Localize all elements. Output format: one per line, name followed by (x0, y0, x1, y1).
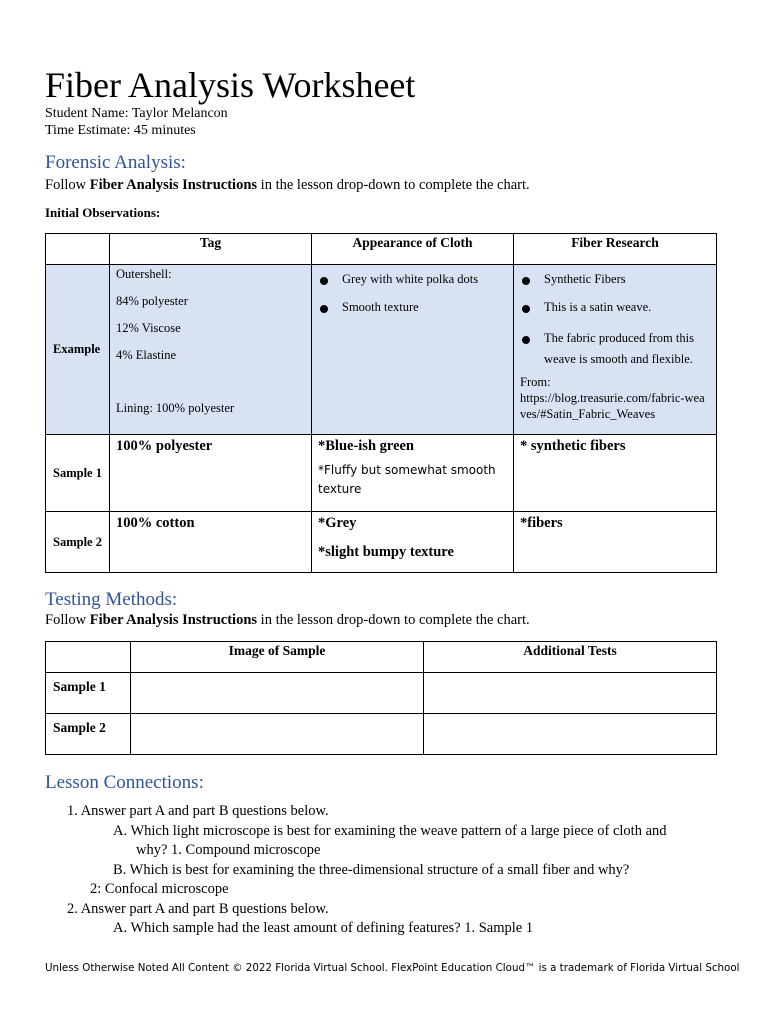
example-tag-cell: Outershell: 84% polyester 12% Viscose 4% Elastine Lining: 100% polyester (110, 265, 312, 435)
list-item: 1. Answer part A and part B questions below. (67, 803, 329, 819)
row-label-sample1: Sample 1 (46, 435, 110, 512)
header-additional-tests: Additional Tests (424, 642, 717, 673)
list-item: A. Which light microscope is best for examining the weave pattern of a large piece of cloth and (113, 822, 667, 839)
page-footer: Unless Otherwise Noted All Content © 2022 Florida Virtual School. FlexPoint Education Cloud™ is a trademark of Florida Virtual School (45, 962, 740, 974)
list-item: Smooth texture (318, 300, 507, 314)
table-row-sample2 (46, 512, 717, 573)
row-label-sample2: Sample 2 (46, 512, 110, 573)
list-item: 2: Confocal microscope (90, 881, 229, 897)
bullet-icon (320, 305, 328, 313)
sample2-tag: 100% cotton (110, 512, 312, 573)
list-item: Synthetic Fibers (520, 272, 710, 286)
sample2-research: *fibers (514, 512, 717, 573)
sample2-image-cell (131, 714, 424, 755)
testing-heading: Testing Methods: (45, 589, 178, 610)
testing-table (45, 641, 717, 755)
forensic-instructions: Follow Fiber Analysis Instructions in the lesson drop-down to complete the chart. (45, 177, 530, 193)
testing-instructions: Follow Fiber Analysis Instructions in the lesson drop-down to complete the chart. (45, 612, 530, 628)
header-blank (46, 234, 110, 265)
list-item: why? 1. Compound microscope (136, 842, 321, 858)
table-header-row (46, 642, 717, 673)
example-appearance-cell (312, 265, 514, 435)
time-estimate: Time Estimate: 45 minutes (45, 123, 196, 138)
header-image-of-sample: Image of Sample (131, 642, 424, 673)
bullet-icon (320, 277, 328, 285)
sample1-appearance: *Blue-ish green *Fluffy but somewhat smooth texture (312, 435, 514, 512)
table-row (46, 714, 717, 755)
sample1-image-cell (131, 673, 424, 714)
header-appearance: Appearance of Cloth (312, 234, 514, 265)
row-label-sample2: Sample 2 (46, 714, 131, 755)
header-blank (46, 642, 131, 673)
initial-observations-label: Initial Observations: (45, 205, 161, 220)
bullet-icon (522, 277, 530, 285)
example-research-cell: Synthetic Fibers This is a satin weave. The fabric produced from this weave is smooth and flexible. From: https://blog.treasurie.com/fabric-weaves/#Satin_Fabric_Weaves (514, 265, 717, 435)
bullet-icon (522, 305, 530, 313)
header-tag: Tag (110, 234, 312, 265)
list-item: This is a satin weave. (520, 300, 710, 314)
sample1-tag: 100% polyester (110, 435, 312, 512)
observations-table (45, 233, 717, 573)
sample1-tests-cell (424, 673, 717, 714)
sample2-appearance: *Grey *slight bumpy texture (312, 512, 514, 573)
header-research: Fiber Research (514, 234, 717, 265)
forensic-heading: Forensic Analysis: (45, 152, 186, 173)
table-row (46, 673, 717, 714)
table-row-sample1 (46, 435, 717, 512)
list-item: Grey with white polka dots (318, 272, 507, 286)
row-label-example: Example (46, 265, 110, 435)
source-url: https://blog.treasurie.com/fabric-weaves/#Satin_Fabric_Weaves (520, 391, 705, 421)
row-label-sample1: Sample 1 (46, 673, 131, 714)
lesson-heading: Lesson Connections: (45, 772, 204, 793)
bullet-icon (522, 336, 530, 344)
student-name: Student Name: Taylor Melancon (45, 106, 228, 121)
sample1-research: * synthetic fibers (514, 435, 717, 512)
table-row-example (46, 265, 717, 435)
list-item: 2. Answer part A and part B questions below. (67, 900, 329, 917)
page-title: Fiber Analysis Worksheet (45, 65, 416, 105)
list-item: The fabric produced from this weave is smooth and flexible. (520, 328, 710, 370)
list-item: A. Which sample had the least amount of defining features? 1. Sample 1 (113, 920, 534, 936)
list-item: B. Which is best for examining the three-dimensional structure of a small fiber and why? (113, 861, 630, 878)
table-header-row (46, 234, 717, 265)
sample2-tests-cell (424, 714, 717, 755)
